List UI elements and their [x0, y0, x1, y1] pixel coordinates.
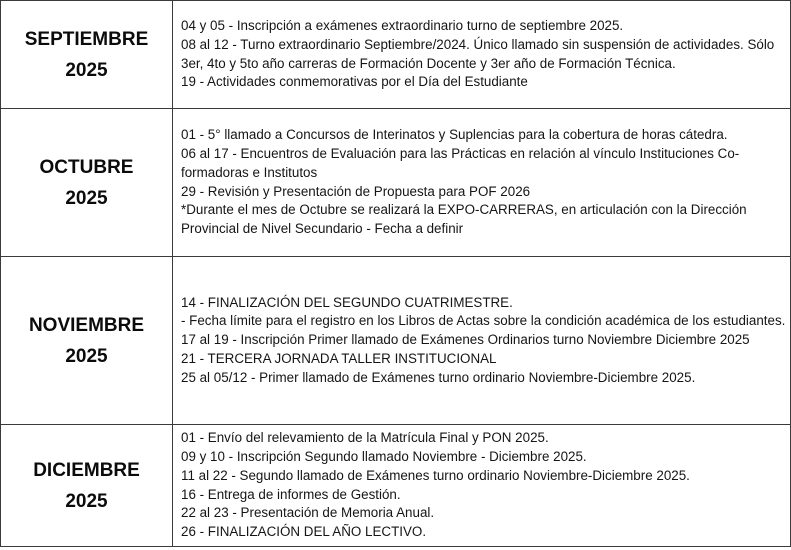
month-year: 2025 — [65, 345, 108, 367]
event-item: 21 - TERCERA JORNADA TALLER INSTITUCIONAL — [181, 350, 497, 366]
event-item: 26 - FINALIZACIÓN DEL AÑO LECTIVO. — [181, 524, 427, 540]
month-label-cell — [1, 109, 173, 257]
events-cell — [173, 425, 791, 547]
events-cell — [173, 109, 791, 257]
month-label-cell — [1, 425, 173, 547]
month-row-octubre — [1, 109, 791, 257]
event-item: 01 - Envío del relevamiento de la Matrícula Final y PON 2025. — [181, 430, 549, 446]
event-item: - Fecha límite para el registro en los Libros de Actas sobre la condición académica de los estudiantes. — [181, 313, 786, 329]
event-item: 08 al 12 - Turno extraordinario Septiembre/2024. Único llamado sin suspensión de actividades. Sólo 3er, 4to y 5to año carreras de Formación Docente y 3er año de Formación Técnica. — [181, 36, 775, 71]
event-item: 22 al 23 - Presentación de Memoria Anual. — [181, 505, 435, 521]
event-item: 29 - Revisión y Presentación de Propuesta para POF 2026 — [181, 183, 531, 199]
events-cell — [173, 1, 791, 109]
month-name: DICIEMBRE — [33, 459, 140, 481]
event-item: 25 al 05/12 - Primer llamado de Exámenes turno ordinario Noviembre-Diciembre 2025. — [181, 369, 696, 385]
month-label-cell — [1, 1, 173, 109]
month-row-noviembre — [1, 257, 791, 425]
event-item: *Durante el mes de Octubre se realizará la EXPO-CARRERAS, en articulación con la Dirección Provincial de Nivel Secundario - Fecha a definir — [181, 202, 747, 237]
month-row-septiembre — [1, 1, 791, 109]
event-item: 04 y 05 - Inscripción a exámenes extraordinario turno de septiembre 2025. — [181, 17, 624, 33]
event-item: 06 al 17 - Encuentros de Evaluación para las Prácticas en relación al vínculo Instituciones Co-formadoras e Institutos — [181, 145, 740, 180]
month-label-cell — [1, 257, 173, 425]
month-year: 2025 — [65, 490, 108, 512]
month-row-diciembre — [1, 425, 791, 547]
event-item: 17 al 19 - Inscripción Primer llamado de Exámenes Ordinarios turno Noviembre Diciembre 2025 — [181, 332, 750, 348]
event-item: 14 - FINALIZACIÓN DEL SEGUNDO CUATRIMESTRE. — [181, 294, 513, 310]
month-name: NOVIEMBRE — [28, 314, 145, 336]
event-item: 01 - 5° llamado a Concursos de Interinatos y Suplencias para la cobertura de horas cátedra. — [181, 127, 728, 143]
event-item: 11 al 22 - Segundo llamado de Exámenes turno ordinario Noviembre-Diciembre 2025. — [181, 467, 690, 483]
events-cell — [173, 257, 791, 425]
event-item: 16 - Entrega de informes de Gestión. — [181, 486, 401, 502]
event-item: 09 y 10 - Inscripción Segundo llamado Noviembre - Diciembre 2025. — [181, 448, 587, 464]
month-year: 2025 — [65, 59, 108, 81]
event-item: 19 - Actividades conmemorativas por el Día del Estudiante — [181, 74, 528, 90]
month-name: SEPTIEMBRE — [24, 28, 149, 50]
month-name: OCTUBRE — [39, 156, 134, 178]
month-year: 2025 — [65, 187, 108, 209]
